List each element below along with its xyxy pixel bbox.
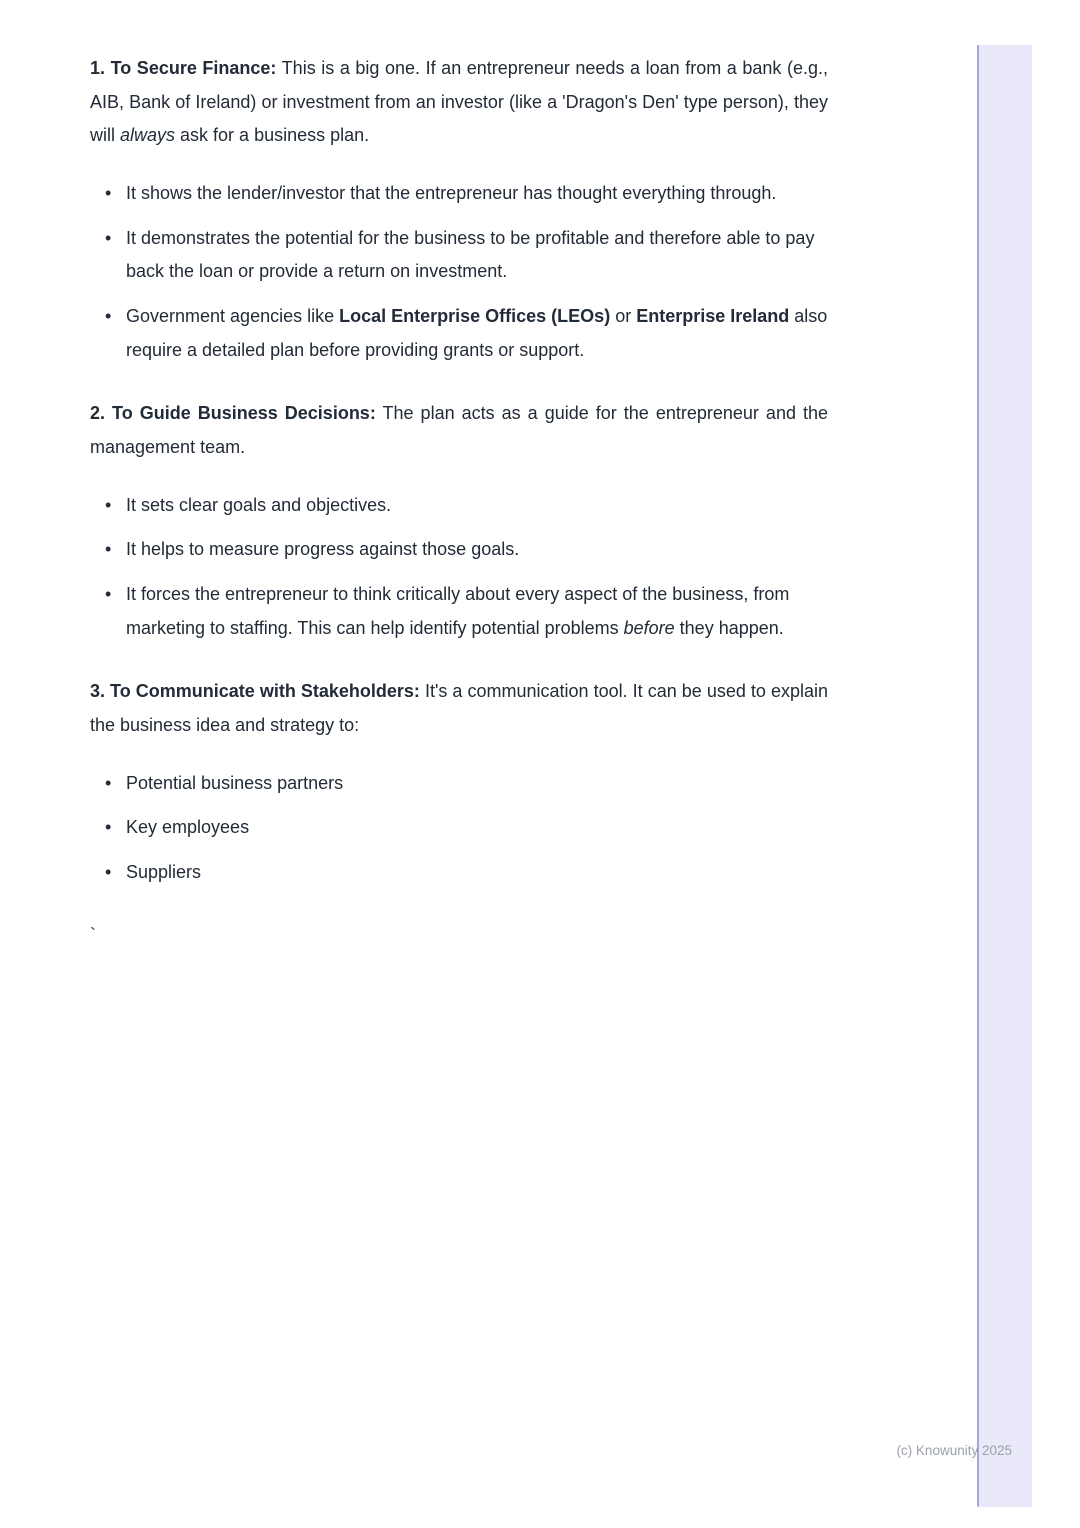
- document-content: [90, 52, 828, 953]
- paragraph-text: ask for a business plan.: [175, 125, 370, 146]
- paragraph-communicate-stakeholders: [90, 675, 828, 742]
- bullet-italic-text: before: [623, 617, 675, 638]
- bullet-item: [105, 177, 828, 211]
- bullet-text: Potential business partners: [126, 772, 344, 793]
- bullet-text: Government agencies like: [126, 305, 340, 326]
- bullet-text: It forces the entrepreneur to think critically about every aspect of the business, from marketing to staffing. This can help identify potential problems: [126, 583, 790, 638]
- bullet-item: [105, 767, 828, 801]
- section-communicate-stakeholders: [90, 675, 828, 889]
- paragraph-text: The plan acts as a guide for the entrepreneur and the management team.: [90, 403, 829, 457]
- paragraph-guide-decisions: [90, 397, 828, 464]
- section-heading: 3. To Communicate with Stakeholders:: [90, 681, 420, 702]
- paragraph-text: It's a communication tool. It can be used to explain the business idea and strategy to:: [90, 681, 828, 735]
- copyright-text: (c) Knowunity 2025: [896, 1443, 1012, 1458]
- section-guide-decisions: [90, 397, 828, 645]
- section-heading: 1. To Secure Finance:: [90, 58, 277, 78]
- page-edge-strip: [977, 45, 1032, 1507]
- bullet-text: Suppliers: [126, 861, 202, 882]
- bullet-item: [105, 489, 828, 523]
- bullet-item: [105, 856, 828, 890]
- section-heading: 2. To Guide Business Decisions:: [90, 403, 376, 424]
- stray-backtick-text: `: [90, 925, 96, 946]
- bullet-list: [90, 177, 828, 367]
- bullet-text: Key employees: [126, 817, 250, 838]
- bullet-item: [105, 300, 828, 367]
- bullet-bold-text: Local Enterprise Offices (LEOs): [339, 305, 611, 326]
- bullet-text: It helps to measure progress against those goals.: [126, 539, 520, 560]
- bullet-item: [105, 578, 828, 645]
- bullet-text: It sets clear goals and objectives.: [126, 494, 392, 515]
- paragraph-italic-text: always: [120, 125, 176, 146]
- bullet-text: or: [610, 305, 637, 326]
- bullet-text: It demonstrates the potential for the business to be profitable and therefore able to pay back the loan or provide a return on investment.: [126, 227, 815, 282]
- bullet-item: [105, 533, 828, 567]
- bullet-item: [105, 811, 828, 845]
- section-secure-finance: [90, 52, 828, 367]
- bullet-item: [105, 222, 828, 289]
- paragraph-secure-finance: [90, 52, 828, 153]
- paragraph-text: This is a big one. If an entrepreneur needs a loan from a bank (e.g., AIB, Bank of Ireland) or investment from an investor (like a 'Dragon's Den' type person), they will: [90, 58, 828, 146]
- bullet-list: [90, 767, 828, 890]
- bullet-list: [90, 489, 828, 646]
- bullet-text: also require a detailed plan before providing grants or support.: [126, 305, 828, 360]
- bullet-text: It shows the lender/investor that the entrepreneur has thought everything through.: [126, 182, 777, 203]
- bullet-bold-text: Enterprise Ireland: [636, 305, 790, 326]
- bullet-text: they happen.: [674, 617, 784, 638]
